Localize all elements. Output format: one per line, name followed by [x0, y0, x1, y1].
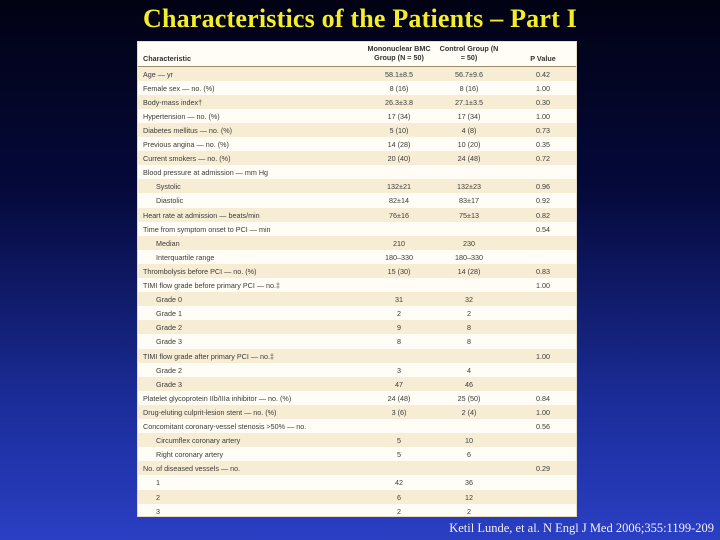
- row-p-value: 0.35: [536, 140, 550, 149]
- table-row: [138, 320, 576, 334]
- table-row: [138, 193, 576, 207]
- row-control-value: 8: [467, 323, 471, 333]
- table-row: [138, 165, 576, 179]
- row-label: TIMI flow grade before primary PCI — no.‡: [143, 281, 281, 290]
- table-row: [138, 250, 576, 264]
- row-label: Thrombolysis before PCI — no. (%): [143, 266, 257, 276]
- row-bmc-value: 17 (34): [387, 111, 411, 121]
- characteristics-table: [137, 41, 577, 517]
- row-label: Age — yr: [143, 69, 173, 79]
- table-row: [138, 67, 576, 81]
- row-label: Hypertension — no. (%): [143, 111, 220, 121]
- row-label: Diastolic: [156, 196, 184, 206]
- table-row: [138, 377, 576, 391]
- row-label: Body-mass index†: [143, 97, 203, 107]
- row-label: Grade 1: [156, 309, 182, 319]
- row-label: Grade 0: [156, 295, 182, 305]
- row-label: Circumflex coronary artery: [156, 436, 241, 446]
- row-p-value: 1.00: [536, 351, 550, 361]
- table-row: [138, 179, 576, 193]
- row-label: Diabetes mellitus — no. (%): [143, 125, 233, 135]
- row-bmc-value: 8 (16): [389, 83, 409, 93]
- table-row: [138, 292, 576, 306]
- row-bmc-value: 24 (48): [387, 393, 411, 403]
- row-control-value: 8 (16): [459, 83, 479, 93]
- citation: Ketil Lunde, et al. N Engl J Med 2006;355:1199-209: [449, 521, 714, 535]
- header-characteristic: Characteristic: [143, 54, 191, 63]
- row-p-value: 1.00: [536, 281, 550, 290]
- row-bmc-value: 180–330: [385, 252, 413, 262]
- row-label: Systolic: [156, 182, 181, 192]
- row-p-value: 0.72: [536, 154, 550, 164]
- row-p-value: 1.00: [536, 111, 550, 121]
- table-row: [138, 137, 576, 151]
- row-label: Heart rate at admission — beats/min: [143, 210, 260, 220]
- table-row: [138, 236, 576, 250]
- row-bmc-value: 76±16: [389, 210, 409, 220]
- row-label: Grade 3: [156, 379, 182, 389]
- table-row: [138, 334, 576, 348]
- table-row: [138, 278, 576, 292]
- table-row: [138, 391, 576, 405]
- table-row: [138, 109, 576, 123]
- row-label: Drug-eluting culprit-lesion stent — no. (%): [143, 407, 277, 417]
- table-row: [138, 475, 576, 489]
- header-p-value: P Value: [530, 54, 556, 63]
- row-label: Grade 2: [156, 323, 182, 333]
- row-p-value: 0.73: [536, 125, 550, 135]
- row-label: Median: [156, 238, 180, 248]
- header-control-group: Control Group (N = 50): [439, 44, 499, 62]
- row-label: Female sex — no. (%): [143, 83, 215, 93]
- row-bmc-value: 6: [397, 492, 401, 502]
- table-row: [138, 363, 576, 377]
- row-p-value: 0.56: [536, 422, 550, 431]
- table-row: [138, 461, 576, 475]
- row-control-value: 2: [467, 309, 471, 319]
- row-bmc-value: 15 (30): [387, 266, 411, 276]
- row-p-value: 0.29: [536, 464, 550, 474]
- row-label: 2: [156, 492, 160, 502]
- row-control-value: 32: [465, 295, 473, 305]
- row-label: Grade 2: [156, 365, 182, 375]
- row-bmc-value: 26.3±3.8: [385, 97, 413, 107]
- row-label: Time from symptom onset to PCI — min: [143, 224, 271, 234]
- row-bmc-value: 8: [397, 337, 401, 347]
- row-bmc-value: 2: [397, 309, 401, 319]
- row-bmc-value: 31: [395, 295, 403, 305]
- row-control-value: 132±23: [457, 182, 481, 192]
- row-control-value: 56.7±9.6: [455, 69, 483, 79]
- row-bmc-value: 2: [397, 506, 401, 516]
- row-label: Platelet glycoprotein IIb/IIIa inhibitor — no. (%): [143, 393, 292, 403]
- row-p-value: 0.82: [536, 210, 550, 220]
- table-row: [138, 222, 576, 236]
- row-label: Interquartile range: [156, 252, 215, 262]
- table-row: [138, 405, 576, 419]
- row-control-value: 10 (20): [457, 140, 481, 149]
- row-control-value: 2 (4): [461, 407, 477, 417]
- row-control-value: 6: [467, 450, 471, 460]
- row-control-value: 230: [463, 238, 475, 248]
- row-label: Blood pressure at admission — mm Hg: [143, 168, 269, 178]
- row-label: 1: [156, 478, 160, 488]
- row-label: Right coronary artery: [156, 450, 224, 460]
- row-bmc-value: 47: [395, 379, 403, 389]
- row-label: 3: [156, 506, 160, 516]
- row-bmc-value: 14 (28): [387, 140, 411, 149]
- row-label: Concomitant coronary-vessel stenosis >50% — no.: [143, 422, 307, 431]
- row-bmc-value: 3 (6): [391, 407, 407, 417]
- row-bmc-value: 20 (40): [387, 154, 411, 164]
- table-row: [138, 123, 576, 137]
- table-row: [138, 151, 576, 165]
- row-label: TIMI flow grade after primary PCI — no.‡: [143, 351, 275, 361]
- table-row: [138, 419, 576, 433]
- header-bmc-group: Mononuclear BMC Group (N = 50): [367, 44, 431, 62]
- row-control-value: 27.1±3.5: [455, 97, 483, 107]
- row-bmc-value: 58.1±8.5: [385, 69, 413, 79]
- slide-title: Characteristics of the Patients – Part I: [143, 4, 577, 33]
- row-control-value: 46: [465, 379, 473, 389]
- row-control-value: 14 (28): [457, 266, 481, 276]
- row-control-value: 12: [465, 492, 473, 502]
- row-label: Grade 3: [156, 337, 182, 347]
- row-p-value: 1.00: [536, 83, 550, 93]
- row-control-value: 8: [467, 337, 471, 347]
- row-p-value: 1.00: [536, 407, 550, 417]
- table-row: [138, 264, 576, 278]
- row-bmc-value: 82±14: [389, 196, 409, 206]
- row-control-value: 180–330: [455, 252, 483, 262]
- row-control-value: 83±17: [459, 196, 479, 206]
- table-row: [138, 81, 576, 95]
- row-bmc-value: 42: [395, 478, 403, 488]
- row-label: Previous angina — no. (%): [143, 140, 229, 149]
- table-row: [138, 490, 576, 504]
- row-p-value: 0.92: [536, 196, 550, 206]
- row-control-value: 75±13: [459, 210, 479, 220]
- row-control-value: 25 (50): [457, 393, 481, 403]
- row-label: Current smokers — no. (%): [143, 154, 231, 164]
- row-control-value: 2: [467, 506, 471, 516]
- row-bmc-value: 3: [397, 365, 401, 375]
- row-p-value: 0.96: [536, 182, 550, 192]
- row-p-value: 0.84: [536, 393, 550, 403]
- row-bmc-value: 9: [397, 323, 401, 333]
- table-row: [138, 95, 576, 109]
- row-bmc-value: 5 (10): [389, 125, 409, 135]
- row-control-value: 24 (48): [457, 154, 481, 164]
- row-control-value: 17 (34): [457, 111, 481, 121]
- table-row: [138, 433, 576, 447]
- row-p-value: 0.42: [536, 69, 550, 79]
- row-control-value: 36: [465, 478, 473, 488]
- row-bmc-value: 210: [393, 238, 405, 248]
- table-row: [138, 208, 576, 222]
- row-control-value: 4 (8): [461, 125, 477, 135]
- row-p-value: 0.83: [536, 266, 550, 276]
- row-bmc-value: 132±21: [387, 182, 411, 192]
- row-p-value: 0.30: [536, 97, 550, 107]
- table-row: [138, 306, 576, 320]
- row-control-value: 4: [467, 365, 471, 375]
- table-row: [138, 349, 576, 363]
- table-row: [138, 504, 576, 518]
- row-bmc-value: 5: [397, 450, 401, 460]
- row-bmc-value: 5: [397, 436, 401, 446]
- row-control-value: 10: [465, 436, 473, 446]
- row-label: No. of diseased vessels — no.: [143, 464, 241, 474]
- row-p-value: 0.54: [536, 224, 550, 234]
- table-header: [138, 42, 576, 67]
- table-row: [138, 447, 576, 461]
